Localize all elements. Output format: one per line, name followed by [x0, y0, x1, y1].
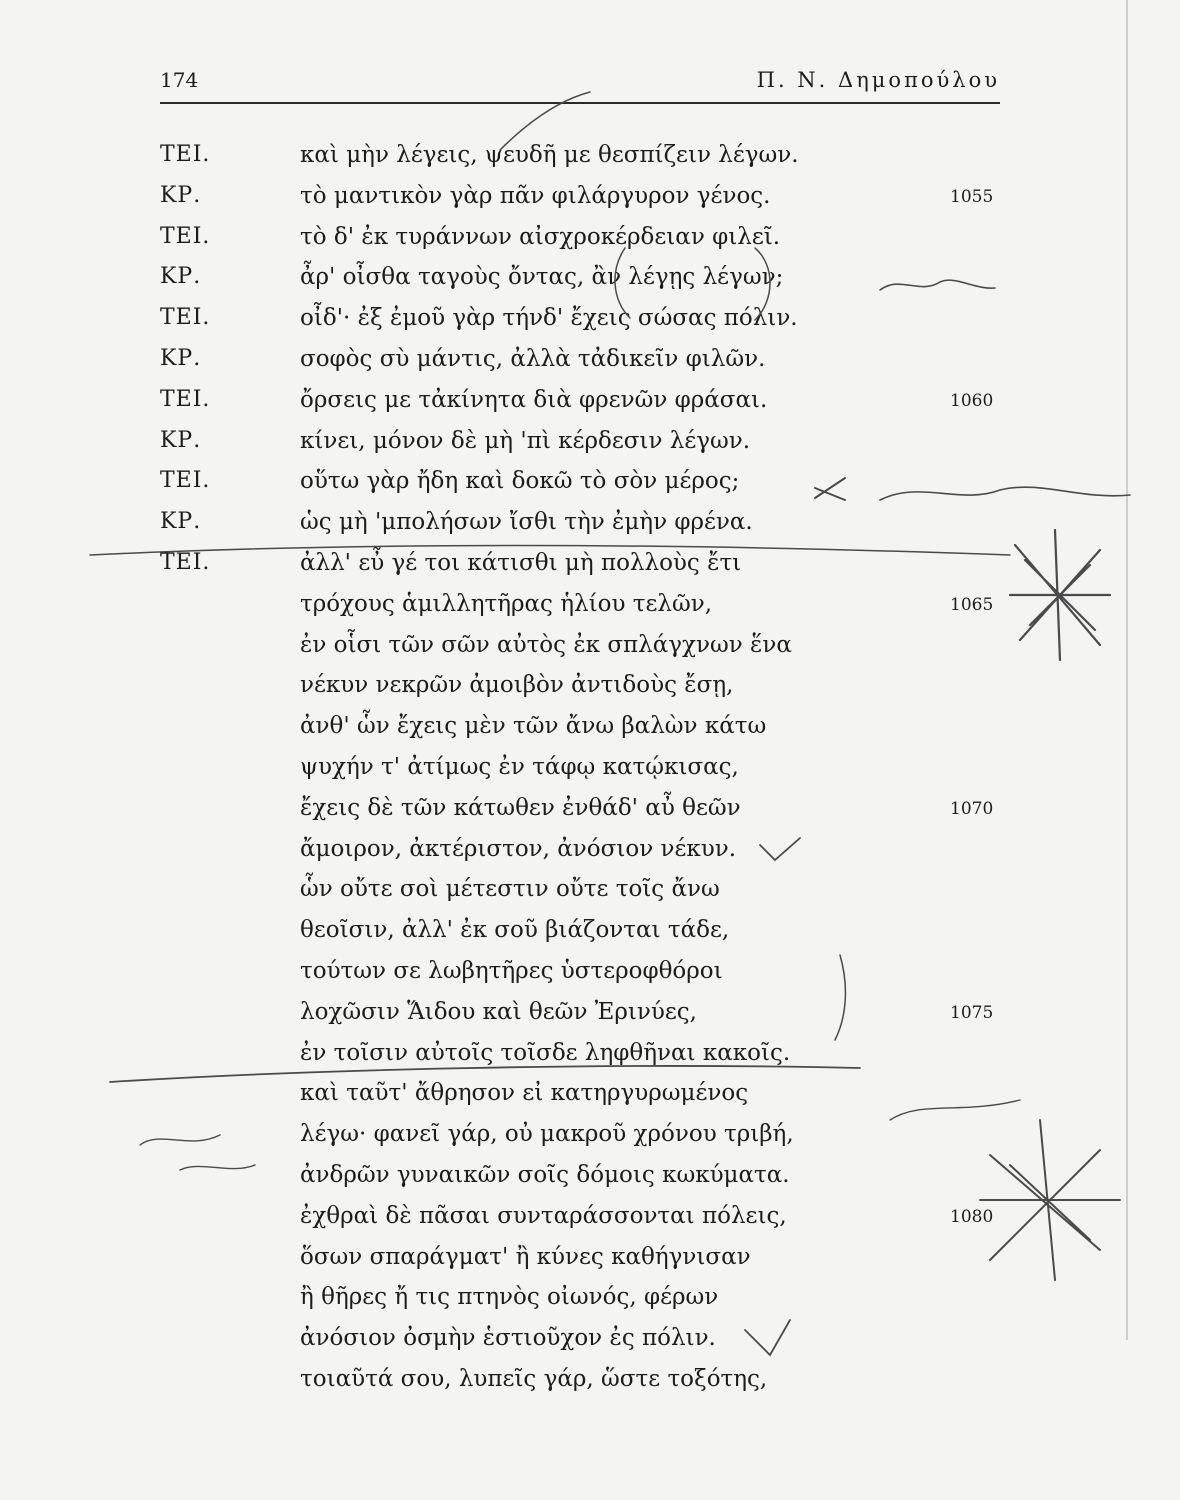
verse-line: [0, 836, 1180, 876]
verse-text: ἐν οἷσι τῶν σῶν αὐτὸς ἐκ σπλάγχνων ἕνα: [300, 631, 792, 658]
speaker-label: ΤΕΙ.: [160, 550, 211, 575]
verse-line: [0, 1325, 1180, 1365]
verse-line: [0, 1244, 1180, 1284]
verse-line: [0, 509, 1180, 549]
verse-line: [0, 999, 1180, 1039]
verse-text: ἀνδρῶν γυναικῶν σοῖς δόμοις κωκύματα.: [300, 1162, 790, 1188]
verse-text: ἢ θῆρες ἤ τις πτηνὸς οἰωνός, φέρων: [300, 1284, 719, 1311]
line-number: 1070: [950, 798, 994, 819]
verse-text: τοιαῦτά σου, λυπεῖς γάρ, ὥστε τοξότης,: [300, 1366, 768, 1392]
verse-line: [0, 795, 1180, 835]
verse-text: ἆρ' οἶσθα ταγοὺς ὄντας, ἂν λέγῃς λέγων;: [300, 264, 784, 291]
verse-line: [0, 754, 1180, 794]
speaker-label: ΤΕΙ.: [160, 468, 211, 494]
verse-text: ἀνθ' ὧν ἔχεις μὲν τῶν ἄνω βαλὼν κάτω: [300, 713, 767, 740]
verse-text: λέγω· φανεῖ γάρ, οὐ μακροῦ χρόνου τριβή,: [300, 1121, 794, 1148]
verse-text: ἔχεις δὲ τῶν κάτωθεν ἐνθάδ' αὖ θεῶν: [300, 794, 741, 821]
verse-text: ψυχήν τ' ἀτίμως ἐν τάφῳ κατῴκισας,: [300, 754, 739, 780]
verse-text: θεοῖσιν, ἀλλ' ἐκ σοῦ βιάζονται τάδε,: [300, 917, 730, 944]
verse-text: λοχῶσιν Ἅιδου καὶ θεῶν Ἐρινύες,: [300, 998, 697, 1025]
verse-line: [0, 1203, 1180, 1243]
header-rule: [160, 102, 1000, 104]
verse-text: ὧν οὔτε σοὶ μέτεστιν οὔτε τοῖς ἄνω: [300, 876, 720, 903]
verse-line: [0, 224, 1180, 264]
verse-text: ἀλλ' εὖ γέ τοι κάτισθι μὴ πολλοὺς ἔτι: [300, 550, 742, 576]
line-number: 1080: [950, 1206, 994, 1227]
verse-line: [0, 876, 1180, 916]
page-header: [160, 68, 1000, 102]
verse-text: σοφὸς σὺ μάντις, ἀλλὰ τἀδικεῖν φιλῶν.: [300, 346, 766, 372]
verse-text: οὕτω γὰρ ἤδη καὶ δοκῶ τὸ σὸν μέρος;: [300, 468, 740, 495]
verse-line: [0, 305, 1180, 345]
verse-line: [0, 428, 1180, 468]
line-number: 1065: [950, 594, 994, 615]
verse-text: καὶ μὴν λέγεις, ψευδῆ με θεσπίζειν λέγων.: [300, 142, 799, 168]
verse-text: τρόχους ἁμιλλητῆρας ἡλίου τελῶν,: [300, 590, 713, 617]
verse-text: τὸ δ' ἐκ τυράννων αἰσχροκέρδειαν φιλεῖ.: [300, 223, 781, 250]
speaker-label: ΚΡ.: [160, 427, 202, 453]
page-number: 174: [160, 68, 199, 92]
line-number: 1060: [950, 390, 994, 411]
verse-line: [0, 1366, 1180, 1406]
verse-text: ἄμοιρον, ἀκτέριστον, ἀνόσιον νέκυν.: [300, 835, 737, 862]
verse-text: νέκυν νεκρῶν ἀμοιβὸν ἀντιδοὺς ἔσῃ,: [300, 672, 734, 699]
verse-text: ἀνόσιον ὀσμὴν ἑστιοῦχον ἐς πόλιν.: [300, 1325, 716, 1352]
line-number: 1055: [950, 186, 994, 207]
verse-text: τούτων σε λωβητῆρες ὑστεροφθόροι: [300, 958, 723, 984]
verse-text: οἶδ'· ἐξ ἐμοῦ γὰρ τήνδ' ἔχεις σώσας πόλιν.: [300, 305, 798, 332]
verse-line: [0, 1080, 1180, 1120]
verse-text: ὡς μὴ 'μπολήσων ἴσθι τὴν ἐμὴν φρένα.: [300, 509, 753, 536]
speaker-label: ΚΡ.: [160, 264, 202, 290]
verse-line: [0, 713, 1180, 753]
verse-line: [0, 672, 1180, 712]
verse-line: [0, 1040, 1180, 1080]
verse-line: [0, 183, 1180, 223]
speaker-label: ΤΕΙ.: [160, 142, 211, 167]
line-number: 1075: [950, 1002, 994, 1023]
verse-text: κίνει, μόνον δὲ μὴ 'πὶ κέρδεσιν λέγων.: [300, 427, 751, 454]
verse-line: [0, 632, 1180, 672]
verse-line: [0, 387, 1180, 427]
speaker-label: ΚΡ.: [160, 346, 202, 371]
verse-line: [0, 550, 1180, 590]
verse-line: [0, 958, 1180, 998]
verse-text: ὄρσεις με τἀκίνητα διὰ φρενῶν φράσαι.: [300, 386, 768, 413]
verse-line: [0, 1284, 1180, 1324]
verse-line: [0, 1121, 1180, 1161]
verse-line: [0, 591, 1180, 631]
speaker-label: ΤΕΙ.: [160, 305, 211, 331]
verse-line: [0, 142, 1180, 182]
speaker-label: ΤΕΙ.: [160, 223, 211, 249]
speaker-label: ΚΡ.: [160, 509, 202, 535]
speaker-label: ΚΡ.: [160, 182, 202, 208]
verse-text: καὶ ταῦτ' ἄθρησον εἰ κατηργυρωμένος: [300, 1080, 749, 1107]
verse-line: [0, 1162, 1180, 1202]
running-head: Π. Ν. Δημοπούλου: [756, 68, 1000, 92]
verse-text: ὅσων σπαράγματ' ἢ κύνες καθήγνισαν: [300, 1243, 751, 1270]
speaker-label: ΤΕΙ.: [160, 386, 211, 412]
verse-line: [0, 264, 1180, 304]
verse-line: [0, 468, 1180, 508]
verse-text: ἐν τοῖσιν αὐτοῖς τοῖσδε ληφθῆναι κακοῖς.: [300, 1039, 791, 1066]
verse-line: [0, 917, 1180, 957]
verse-text: ἐχθραὶ δὲ πᾶσαι συνταράσσονται πόλεις,: [300, 1202, 787, 1229]
verse-text: τὸ μαντικὸν γὰρ πᾶν φιλάργυρον γένος.: [300, 182, 771, 209]
verse-line: [0, 346, 1180, 386]
